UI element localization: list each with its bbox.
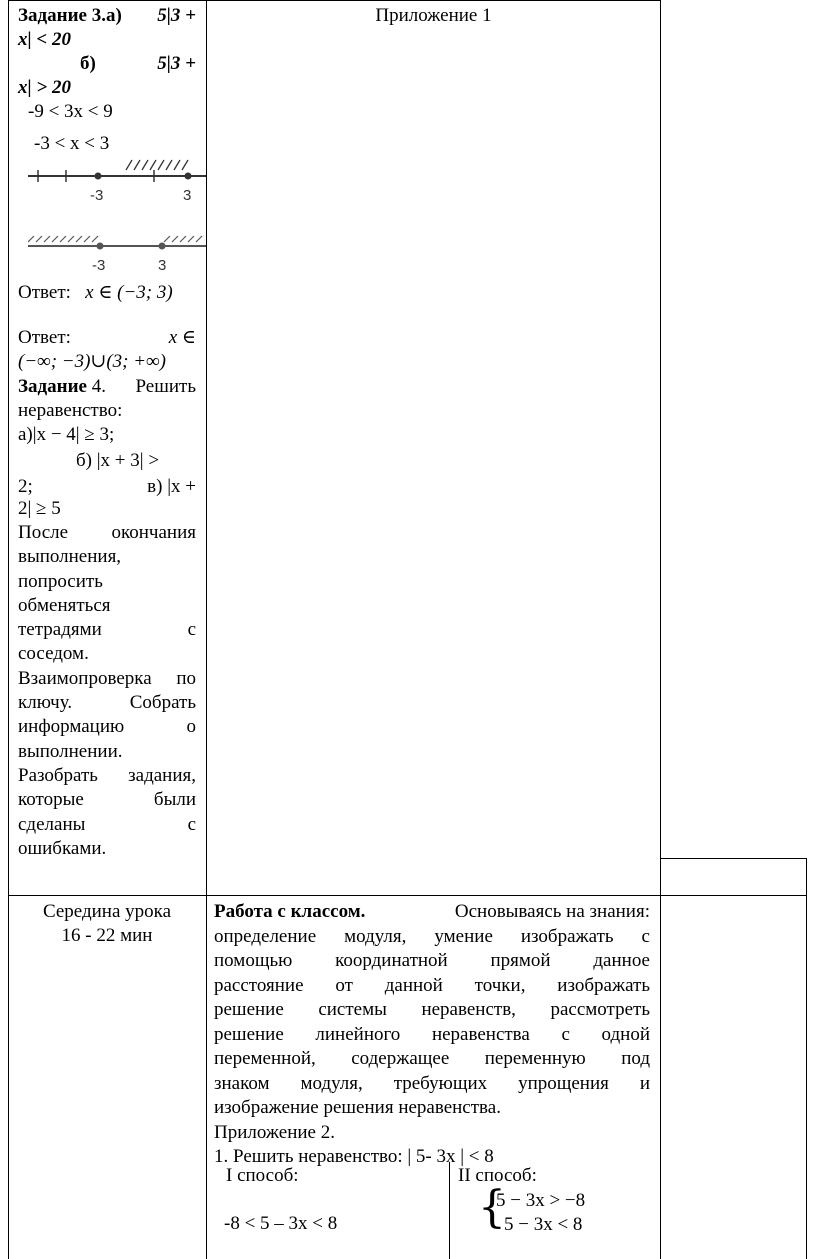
work-line: знаком модуля, требующих упрощения и [214, 1072, 650, 1094]
task3-step1: -9 < 3x < 9 [28, 101, 113, 122]
instr-line: выполнения, [18, 546, 122, 568]
system-line-2: 5 − 3x < 8 [504, 1214, 583, 1235]
task4-line5: 2; в) |x + [18, 476, 196, 497]
work-line: Работа с классом. Основываясь на знания: [214, 901, 650, 922]
appendix-1-title: Приложение 1 [375, 5, 492, 26]
work-line: решение системы неравенств, рассмотреть [214, 999, 650, 1020]
work-line: решение линейного неравенства с одной [214, 1023, 650, 1045]
instr-line: выполнении. [18, 740, 123, 762]
col-divider-1 [206, 0, 207, 1259]
item-1: 1. Решить неравенство: | 5- 3x | < 8 [214, 1146, 494, 1167]
work-line: помощью координатной прямой данное [214, 950, 650, 971]
system-brace-icon: { [478, 1182, 506, 1233]
instr-line: соседом. [18, 643, 89, 665]
nl1-label-3: 3 [183, 187, 192, 204]
table-border-left [8, 0, 9, 1259]
task4-title: Задание 4. Решить [18, 376, 196, 397]
work-line: расстояние от данной точки, изображать [214, 974, 650, 996]
task3-step2: -3 < x < 3 [34, 133, 110, 154]
answer-2-line1: Ответ: x ∈ [18, 327, 196, 348]
instr-line: После окончания [18, 522, 196, 543]
nl1-label-neg3: -3 [90, 187, 104, 204]
col-divider-2 [660, 0, 661, 1259]
work-line: определение модуля, умение изображать с [214, 925, 650, 947]
stage-time: 16 - 22 мин [61, 925, 153, 946]
answer-1: Ответ: x ∈ (−3; 3) [18, 282, 173, 303]
task3-line1: Задание 3.а) 5|3 + [18, 5, 196, 26]
small-cell-top [660, 858, 806, 859]
task4-item-b: б) |x + 3| > [76, 450, 160, 471]
task4-item-a: а)|x − 4| ≥ 3; [18, 424, 115, 445]
instr-line: попросить [18, 570, 103, 592]
instr-line: Взаимопроверка по [18, 667, 196, 689]
instr-line: ключу. Собрать [18, 692, 196, 714]
stage-name: Середина урока [42, 901, 172, 922]
task4-line2: неравенство: [18, 400, 123, 421]
method-1-label: I способ: [226, 1165, 299, 1186]
answer-2-line2: (−∞; −3)∪(3; +∞) [18, 351, 166, 372]
task4-line6: 2| ≥ 5 [18, 498, 61, 519]
instr-line: тетрадями с [18, 619, 196, 641]
class-work-block [214, 900, 650, 1170]
work-line: переменной, содержащее переменную под [214, 1048, 650, 1069]
nl2-label-neg3: -3 [92, 257, 106, 274]
method-divider [449, 1162, 450, 1259]
instr-line: которые были [18, 789, 196, 811]
instr-line: Разобрать задания, [18, 764, 196, 786]
appendix-2-title: Приложение 2. [214, 1121, 335, 1143]
work-line: изображение решения неравенства. [214, 1097, 501, 1118]
system-line-1: 5 − 3x > −8 [496, 1190, 586, 1211]
number-line-1 [28, 158, 206, 206]
task3-line3: б) 5|3 + [80, 53, 196, 74]
nl2-label-3: 3 [158, 257, 167, 274]
instr-line: информацию о [18, 716, 196, 738]
instructions-block [18, 521, 196, 861]
instr-line: обменяться [18, 594, 111, 616]
instr-line: сделаны с [18, 813, 196, 835]
instr-line: ошибками. [18, 837, 107, 859]
method-2-label: II способ: [458, 1165, 537, 1186]
small-cell-right [806, 858, 807, 1259]
task3-line4: x| > 20 [18, 77, 72, 98]
table-border-top [8, 0, 661, 1]
task3-line2: x| < 20 [18, 29, 72, 50]
row-divider [8, 895, 806, 896]
method-1-inequality: -8 < 5 – 3x < 8 [224, 1213, 338, 1234]
number-line-2 [28, 234, 206, 274]
